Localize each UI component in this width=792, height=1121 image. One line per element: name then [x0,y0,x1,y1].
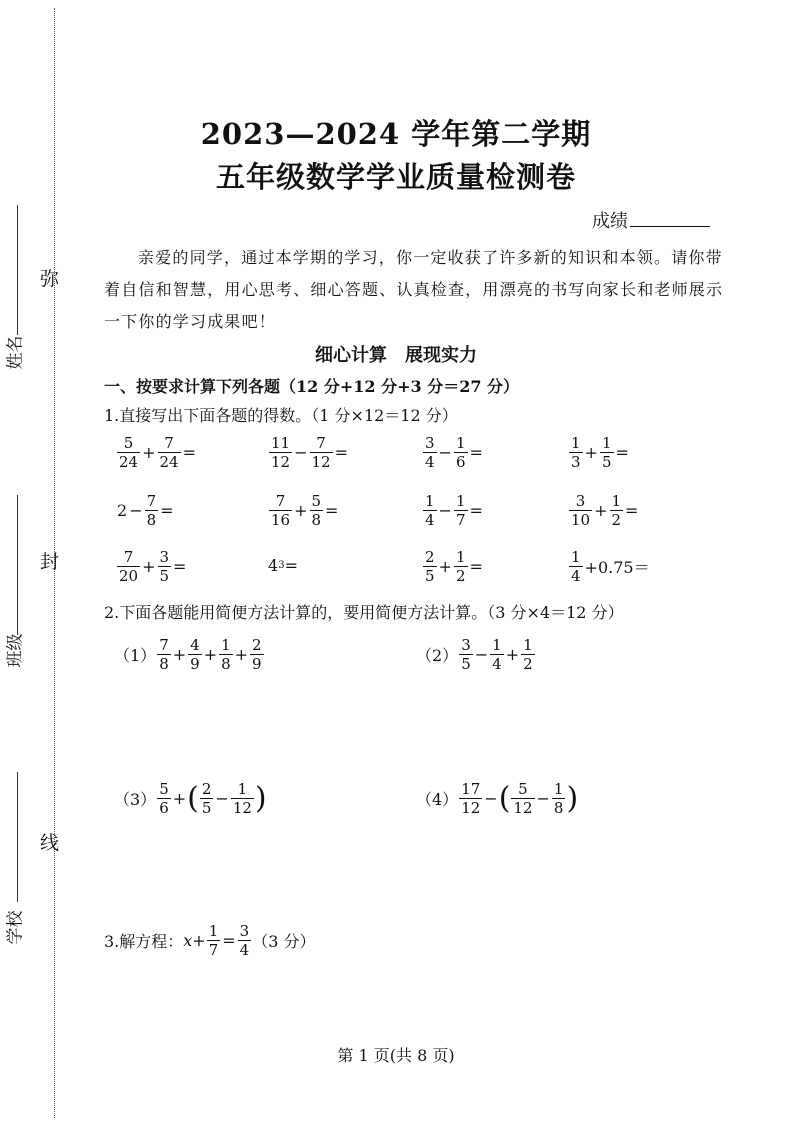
score-blank [630,226,710,227]
part1-heading: 一、按要求计算下列各题（12 分+12 分+3 分＝27 分） [104,377,520,396]
q1-item-f: $\frac{7}{16}$ + $\frac{5}{8}$ = [271,492,339,529]
q2-problem-2: （2） $\frac{3}{5}$ − $\frac{1}{4}$ + $\frac{1}{2}$ [416,636,533,673]
class-label: 班级 [5,633,26,668]
intro-paragraph: 亲爱的同学，通过本学期的学习，你一定收获了许多新的知识和本领。请你带着自信和智慧，用心思考、细心答题、认真检查，用漂亮的书写向家长和老师展示一下你的学习成果吧！ [104,248,724,331]
q1-item-a: $\frac{5}{24}$ + $\frac{7}{24}$ = [119,434,196,471]
q1-item-l: $\frac{1}{4}$ +0.75＝ [571,548,650,585]
name-underline [17,205,18,335]
q1-item-j: 4 3 = [268,556,298,575]
score-label: 成绩 [592,211,628,232]
title-line-2: 五年级数学学业质量检测卷 [215,160,576,194]
name-label: 姓名 [5,335,26,370]
page-footer: 第 1 页(共 8 页) [337,1046,455,1065]
q2-problem-3: （3） $\frac{5}{6}$ + ( $\frac{2}{5}$ − $\frac{1}{12}$ ) [114,780,267,817]
q1-item-g: $\frac{1}{4}$ − $\frac{1}{7}$ = [425,492,483,529]
section-title: 细心计算 展现实力 [315,345,477,366]
score-field[interactable] [592,207,710,233]
q1-item-e: 2 − $\frac{7}{8}$ = [117,492,174,529]
q1-item-d: $\frac{1}{3}$ + $\frac{1}{5}$ = [571,434,629,471]
q3-equation: 3.解方程： x+ $\frac{1}{7}$ = $\frac{3}{4}$ （3 分） [104,922,316,959]
q1-item-i: $\frac{7}{20}$ + $\frac{3}{5}$ = [119,548,187,585]
q1-heading: 1.直接写出下面各题的得数。（1 分×12＝12 分） [104,406,458,425]
q2-heading: 2.下面各题能用简便方法计算的，要用简便方法计算。（3 分×4＝12 分） [104,603,624,622]
q1-item-h: $\frac{3}{10}$ + $\frac{1}{2}$ = [571,492,639,529]
seal-char-3: 线 [40,832,60,854]
title-line-1: 2023—2024 学年第二学期 [200,117,592,151]
q2-problem-4: （4） $\frac{17}{12}$ − ( $\frac{5}{12}$ − $\frac{1}{8}$ ) [416,780,579,817]
class-underline [17,495,18,635]
q1-item-c: $\frac{3}{4}$ − $\frac{1}{6}$ = [425,434,483,471]
q1-item-k: $\frac{2}{5}$ + $\frac{1}{2}$ = [425,548,483,585]
school-label: 学校 [5,910,26,945]
seal-char-2: 封 [40,551,60,573]
seal-char-1: 弥 [40,268,60,290]
q1-item-b: $\frac{11}{12}$ − $\frac{7}{12}$ = [271,434,348,471]
q2-problem-1: （1） $\frac{7}{8}$ + $\frac{4}{9}$ + $\frac{1}{8}$ + $\frac{2}{9}$ [114,636,262,673]
school-underline [17,772,18,902]
